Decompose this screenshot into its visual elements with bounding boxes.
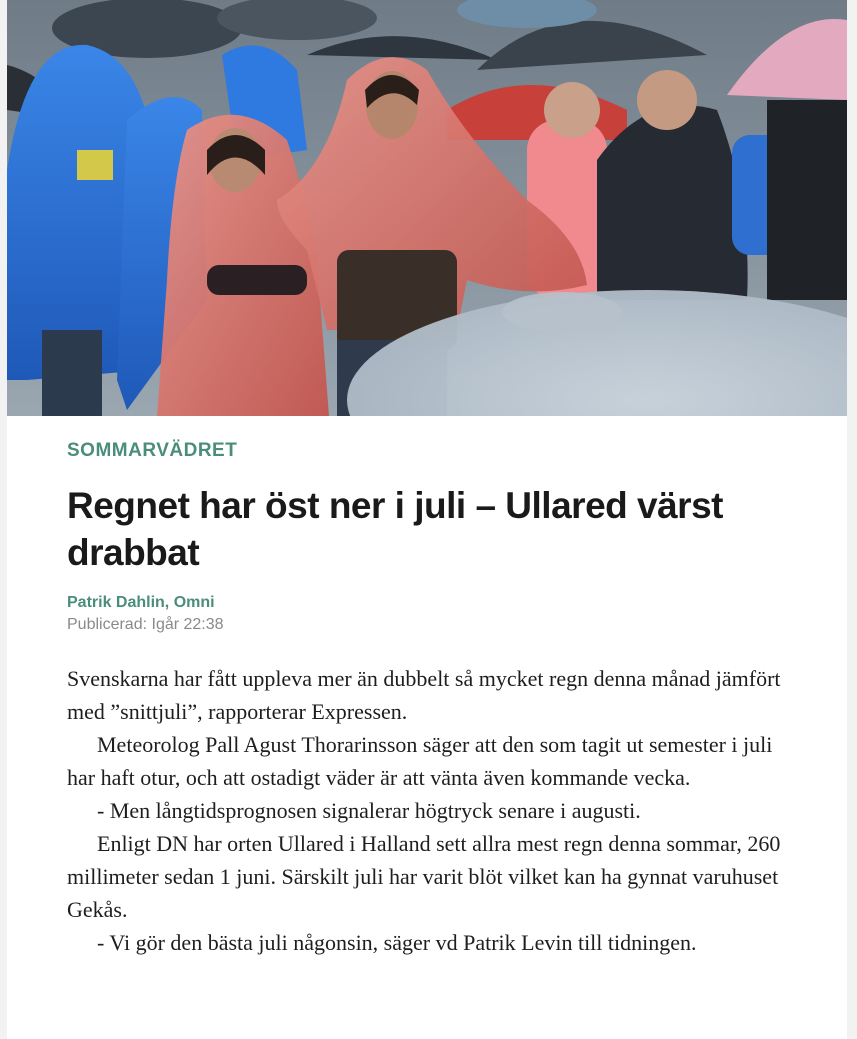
article-published-time: Publicerad: Igår 22:38 bbox=[67, 616, 224, 633]
article-paragraph: - Vi gör den bästa juli någonsin, säger vd Patrik Levin till tidningen. bbox=[97, 930, 697, 955]
article-byline bbox=[67, 592, 807, 636]
article-paragraph: Svenskarna har fått uppleva mer än dubbelt så mycket regn denna månad jämfört med ”snittjuli”, rapporterar Expressen. bbox=[67, 666, 781, 724]
article-category[interactable]: SOMMARVÄDRET bbox=[67, 440, 238, 461]
article-body bbox=[67, 662, 797, 959]
article-headline[interactable]: Regnet har öst ner i juli – Ullared värst drabbat bbox=[67, 485, 723, 573]
article-content bbox=[67, 440, 807, 959]
rain-crowd-photo bbox=[7, 0, 847, 416]
article-author[interactable]: Patrik Dahlin, Omni bbox=[67, 594, 215, 611]
article-paragraph: - Men långtidsprognosen signalerar högtryck senare i augusti. bbox=[97, 798, 641, 823]
article-paragraph: Meteorolog Pall Agust Thorarinsson säger att den som tagit ut semester i juli har haft otur, och att ostadigt väder är att vänta även kommande vecka. bbox=[67, 732, 773, 790]
article-card[interactable] bbox=[7, 0, 847, 1039]
article-hero-image[interactable] bbox=[7, 0, 847, 416]
article-paragraph: Enligt DN har orten Ullared i Halland sett allra mest regn denna sommar, 260 millimeter sedan 1 juni. Särskilt juli har varit blöt vilket kan ha gynnat varuhuset Gekås. bbox=[67, 831, 781, 922]
